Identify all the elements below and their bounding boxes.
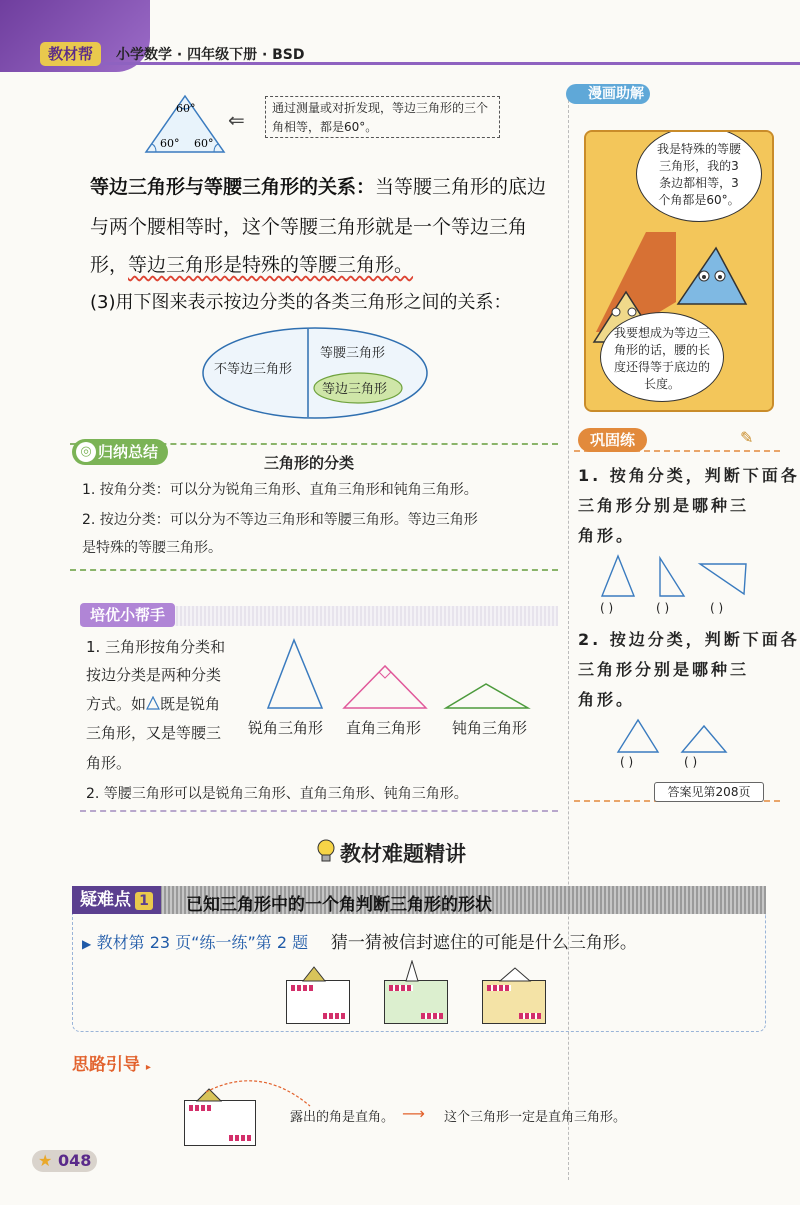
- question-text: 猜一猜被信封遮住的可能是什么三角形。: [330, 933, 637, 953]
- helper-tag: 培优小帮手: [80, 603, 175, 627]
- practice-q1-line-1: 1. 按角分类，判断下面各: [578, 466, 800, 485]
- difficulty-title: 已知三角形中的一个角判断三角形的形状: [186, 895, 492, 915]
- envelope-2-tip: [404, 960, 420, 982]
- envelope-3-tip: [498, 966, 532, 982]
- thinking-tag-label: 思路引导: [72, 1055, 140, 1075]
- summary-title: 三角形的分类: [264, 454, 355, 472]
- angle-left-label: 60°: [160, 137, 180, 150]
- page-header: [0, 0, 800, 72]
- q1-blank-3[interactable]: ( ): [710, 601, 724, 615]
- obtuse-triangle: [446, 684, 528, 708]
- venn-right-label: 等腰三角形: [320, 346, 386, 361]
- thinking-text-2: 这个三角形一定是直角三角形。: [444, 1110, 627, 1125]
- helper-p1-line-3: [86, 694, 220, 714]
- page-number-text: 048: [58, 1151, 92, 1170]
- summary-tag-label: 归纳总结: [98, 443, 159, 461]
- section-2-title: 教材难题精讲: [340, 842, 466, 866]
- arrow-right-icon: ⟶: [402, 1104, 425, 1123]
- answer-reference: 答案见第208页: [654, 782, 764, 802]
- thinking-text-1: 露出的角是直角。: [290, 1110, 395, 1125]
- manga-bubble-1: 我是特殊的等腰三角形，我的3条边都相等，3个角都是60°。: [636, 130, 762, 222]
- practice-q1-line-2: 三角形分别是哪种三: [578, 496, 750, 515]
- helper-p1-line-3a: 方式。如: [86, 695, 147, 713]
- q1-blank-1[interactable]: ( ): [600, 601, 614, 615]
- venn-left-label: 不等边三角形: [214, 362, 293, 377]
- pencil-icon: ✎: [740, 428, 754, 447]
- helper-p2: 2. 等腰三角形可以是锐角三角形、直角三角形、钝角三角形。: [86, 786, 468, 802]
- practice-q2-triangles: [614, 718, 738, 754]
- lightbulb-icon: [316, 838, 336, 864]
- small-triangle-icon: [146, 696, 160, 710]
- manga-tag: [566, 84, 650, 104]
- manga-panel: [584, 130, 774, 412]
- q1-blank-2[interactable]: ( ): [656, 601, 670, 615]
- difficulty-tag-label: 疑难点: [80, 890, 131, 910]
- right-triangle: [344, 666, 426, 708]
- arrow-left-icon: ⇐: [228, 108, 245, 132]
- difficulty-tag: [72, 886, 161, 914]
- thinking-tag: [72, 1050, 151, 1075]
- practice-q2-line-1: 2. 按边分类，判断下面各: [578, 630, 800, 649]
- practice-q2-line-3: 角形。: [578, 690, 636, 709]
- triangle-right-icon: ▸: [145, 1062, 151, 1073]
- question-line: [82, 928, 637, 953]
- practice-q2-line-2: 三角形分别是哪种三: [578, 660, 750, 679]
- header-title: 小学数学 · 四年级下册 · BSD: [116, 47, 305, 63]
- angle-right-label: 60°: [194, 137, 214, 150]
- manga-bubble-2: 我要想成为等边三角形的话，腰的长度还得等于底边的长度。: [600, 312, 724, 402]
- manga-tag-label: 漫画助解: [588, 86, 644, 102]
- helper-p1-line-4: 三角形，又是等腰三: [86, 724, 222, 742]
- envelope-2: [384, 980, 448, 1024]
- practice-q1-triangles: [596, 554, 766, 598]
- relation-bold: 等边三角形与等腰三角形的关系：: [90, 176, 376, 198]
- summary-line-2: 2. 按边分类：可以分为不等边三角形和等腰三角形。等边三角形: [82, 512, 478, 528]
- equilateral-triangle-figure: [140, 92, 230, 156]
- relation-line-3: [90, 250, 413, 277]
- venn-inner-label: 等边三角形: [322, 382, 388, 397]
- relation-line-3-wavy: 等边三角形是特殊的等腰三角形。: [128, 254, 414, 276]
- relation-line-2: 与两个腰相等时，这个等腰三角形就是一个等边三角: [90, 216, 528, 238]
- acute-label: 锐角三角形: [248, 719, 324, 737]
- header-badge: 教材帮: [40, 42, 101, 66]
- acute-triangle: [268, 640, 322, 708]
- helper-p1-line-2: 按边分类是两种分类: [86, 666, 222, 684]
- helper-triangles: [260, 636, 550, 712]
- obtuse-label: 钝角三角形: [452, 719, 528, 737]
- right-label: 直角三角形: [346, 719, 422, 737]
- star-icon: ★: [38, 1151, 53, 1170]
- summary-line-1: 1. 按角分类：可以分为锐角三角形、直角三角形和钝角三角形。: [82, 482, 478, 498]
- page-number: [32, 1150, 97, 1172]
- helper-p1-line-1: 1. 三角形按角分类和: [86, 638, 226, 656]
- practice-q1-line-3: 角形。: [578, 526, 636, 545]
- helper-p1-line-3b: 既是锐角: [160, 695, 221, 713]
- helper-p1-line-5: 角形。: [86, 754, 132, 772]
- difficulty-number: 1: [135, 892, 153, 910]
- item-3-text: (3)用下图来表示按边分类的各类三角形之间的关系：: [90, 292, 512, 313]
- envelope-1: [286, 980, 350, 1024]
- summary-line-3: 是特殊的等腰三角形。: [82, 540, 222, 556]
- question-source: 教材第 23 页“练一练”第 2 题: [96, 933, 309, 952]
- triangle-bullet-icon: ▶: [82, 937, 92, 951]
- q2-blank-1[interactable]: ( ): [620, 755, 634, 769]
- angle-top-label: 60°: [176, 102, 196, 115]
- summary-tag: [72, 439, 168, 465]
- relation-line-1-rest: 当等腰三角形的底边: [375, 176, 547, 198]
- envelope-1-tip: [302, 966, 326, 982]
- practice-tag: 巩固练: [578, 428, 647, 452]
- summary-icon: ◎: [76, 442, 96, 462]
- relation-line-1: [90, 172, 546, 199]
- relation-line-3-pre: 形，: [90, 254, 129, 276]
- envelope-3: [482, 980, 546, 1024]
- note-box: 通过测量或对折发现，等边三角形的三个角相等，都是60°。: [265, 96, 500, 138]
- q2-blank-2[interactable]: ( ): [684, 755, 698, 769]
